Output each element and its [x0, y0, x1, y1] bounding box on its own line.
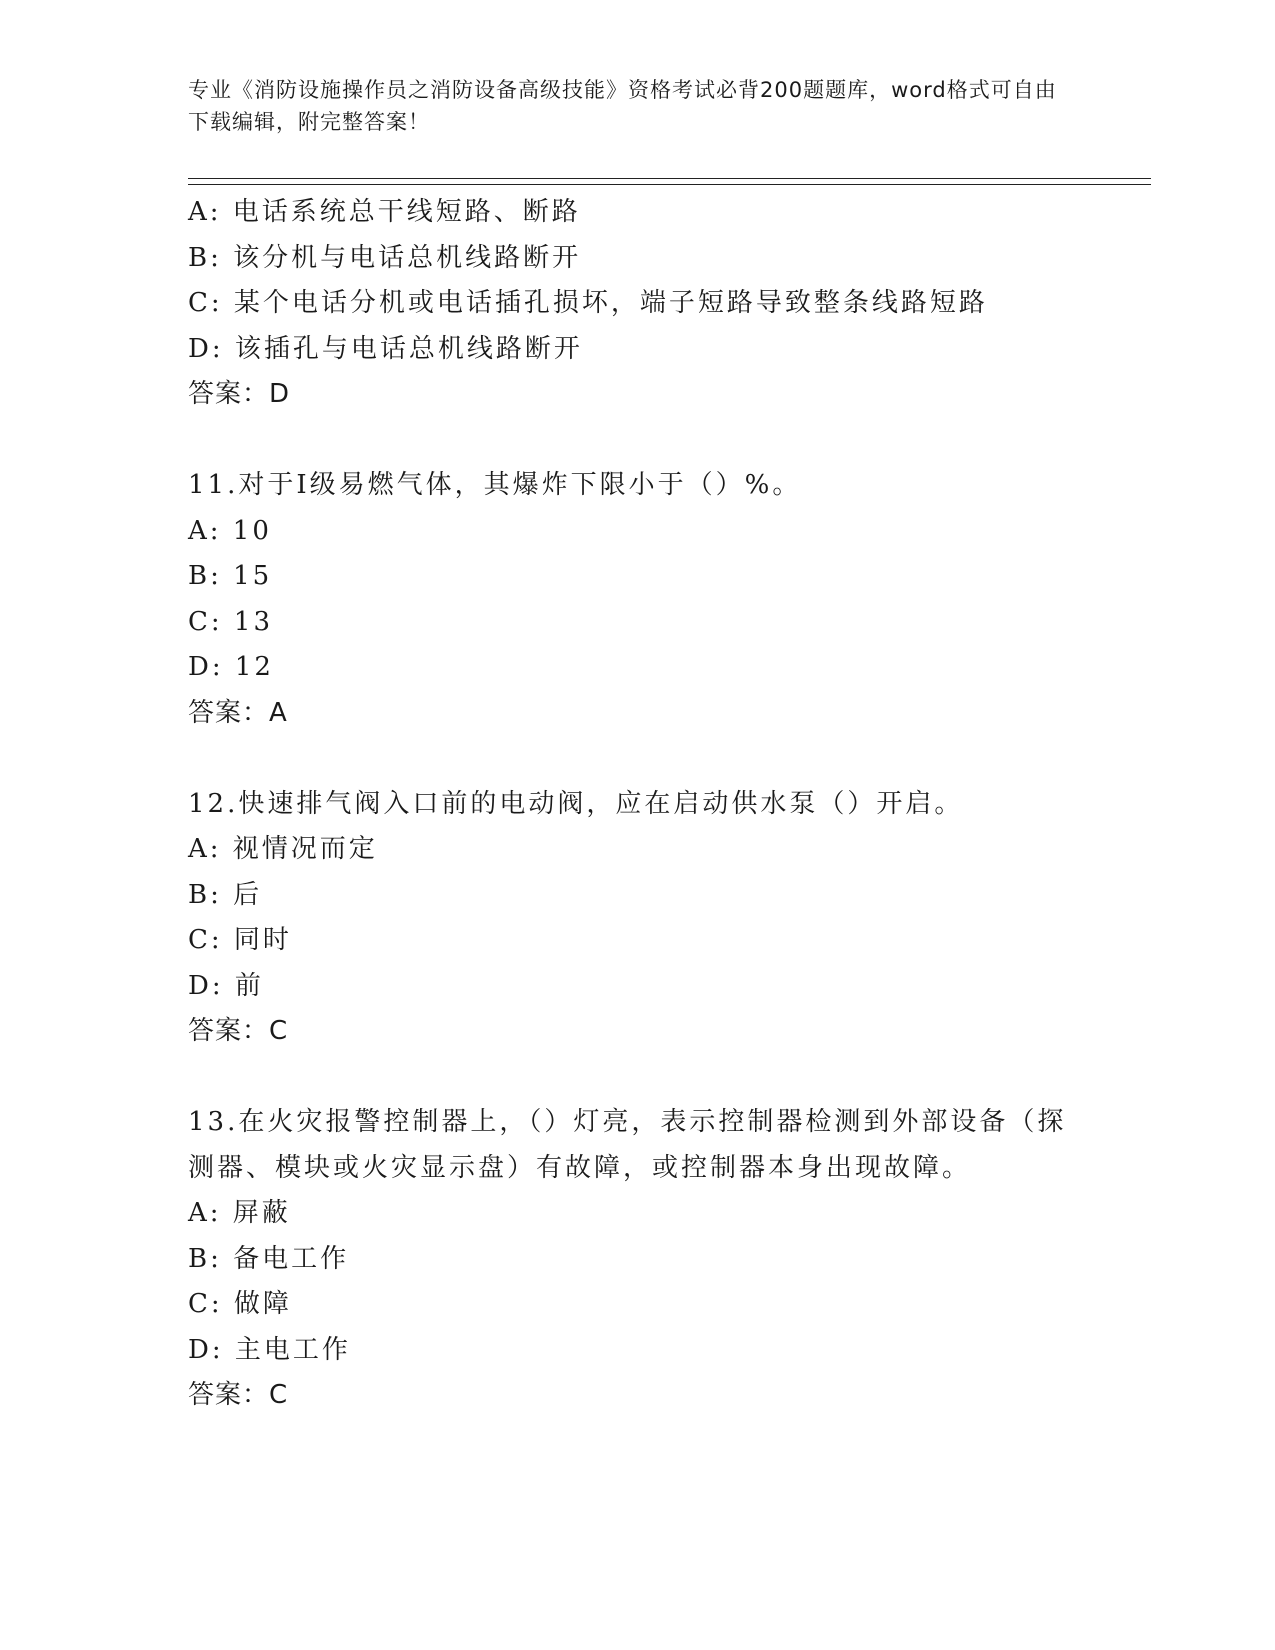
question-text: 13.在火灾报警控制器上，（）灯亮，表示控制器检测到外部设备（探测器、模块或火灾显示盘）有故障，或控制器本身出现故障。: [188, 1107, 1067, 1183]
option-b: B: 该分机与电话总机线路断开: [188, 242, 582, 273]
option-c: C: 做障: [188, 1289, 292, 1319]
option-b: B: 备电工作: [188, 1243, 350, 1274]
spacer: [188, 736, 1088, 782]
header-divider: [188, 178, 1151, 185]
option-a: A: 视情况而定: [188, 834, 378, 864]
option-d: D: 前: [188, 970, 264, 1001]
option-c: C: 同时: [188, 925, 292, 955]
document-body: [188, 190, 1088, 1419]
document-header: 专业《消防设施操作员之消防设备高级技能》资格考试必背200题题库，word格式可自由下载编辑，附完整答案！: [188, 78, 1057, 134]
option-b: B: 后: [188, 879, 263, 910]
spacer: [188, 1055, 1088, 1101]
answer-line: 答案：D: [188, 379, 291, 409]
option-a: A: 10: [188, 515, 272, 546]
option-b: B: 15: [188, 561, 273, 591]
question-text: 11.对于Ⅰ级易燃气体，其爆炸下限小于（）%。: [188, 470, 802, 500]
answer-line: 答案：C: [188, 1016, 289, 1046]
option-c: C: 13: [188, 606, 274, 637]
question-block-13: [188, 1100, 1088, 1419]
answer-line: 答案：A: [188, 697, 288, 728]
question-text: 12.快速排气阀入口前的电动阀，应在启动供水泵（）开启。: [188, 788, 964, 819]
option-c: C: 某个电话分机或电话插孔损坏，端子短路导致整条线路短路: [188, 288, 988, 318]
option-d: D: 12: [188, 652, 274, 682]
question-block-10: [188, 190, 1088, 418]
option-d: D: 该插孔与电话总机线路断开: [188, 333, 583, 364]
spacer: [188, 418, 1088, 464]
question-block-11: [188, 463, 1088, 736]
answer-line: 答案：C: [188, 1380, 289, 1410]
question-block-12: [188, 782, 1088, 1055]
option-d: D: 主电工作: [188, 1334, 351, 1365]
option-a: A: 屏蔽: [188, 1198, 291, 1228]
option-a: A: 电话系统总干线短路、断路: [188, 197, 581, 227]
